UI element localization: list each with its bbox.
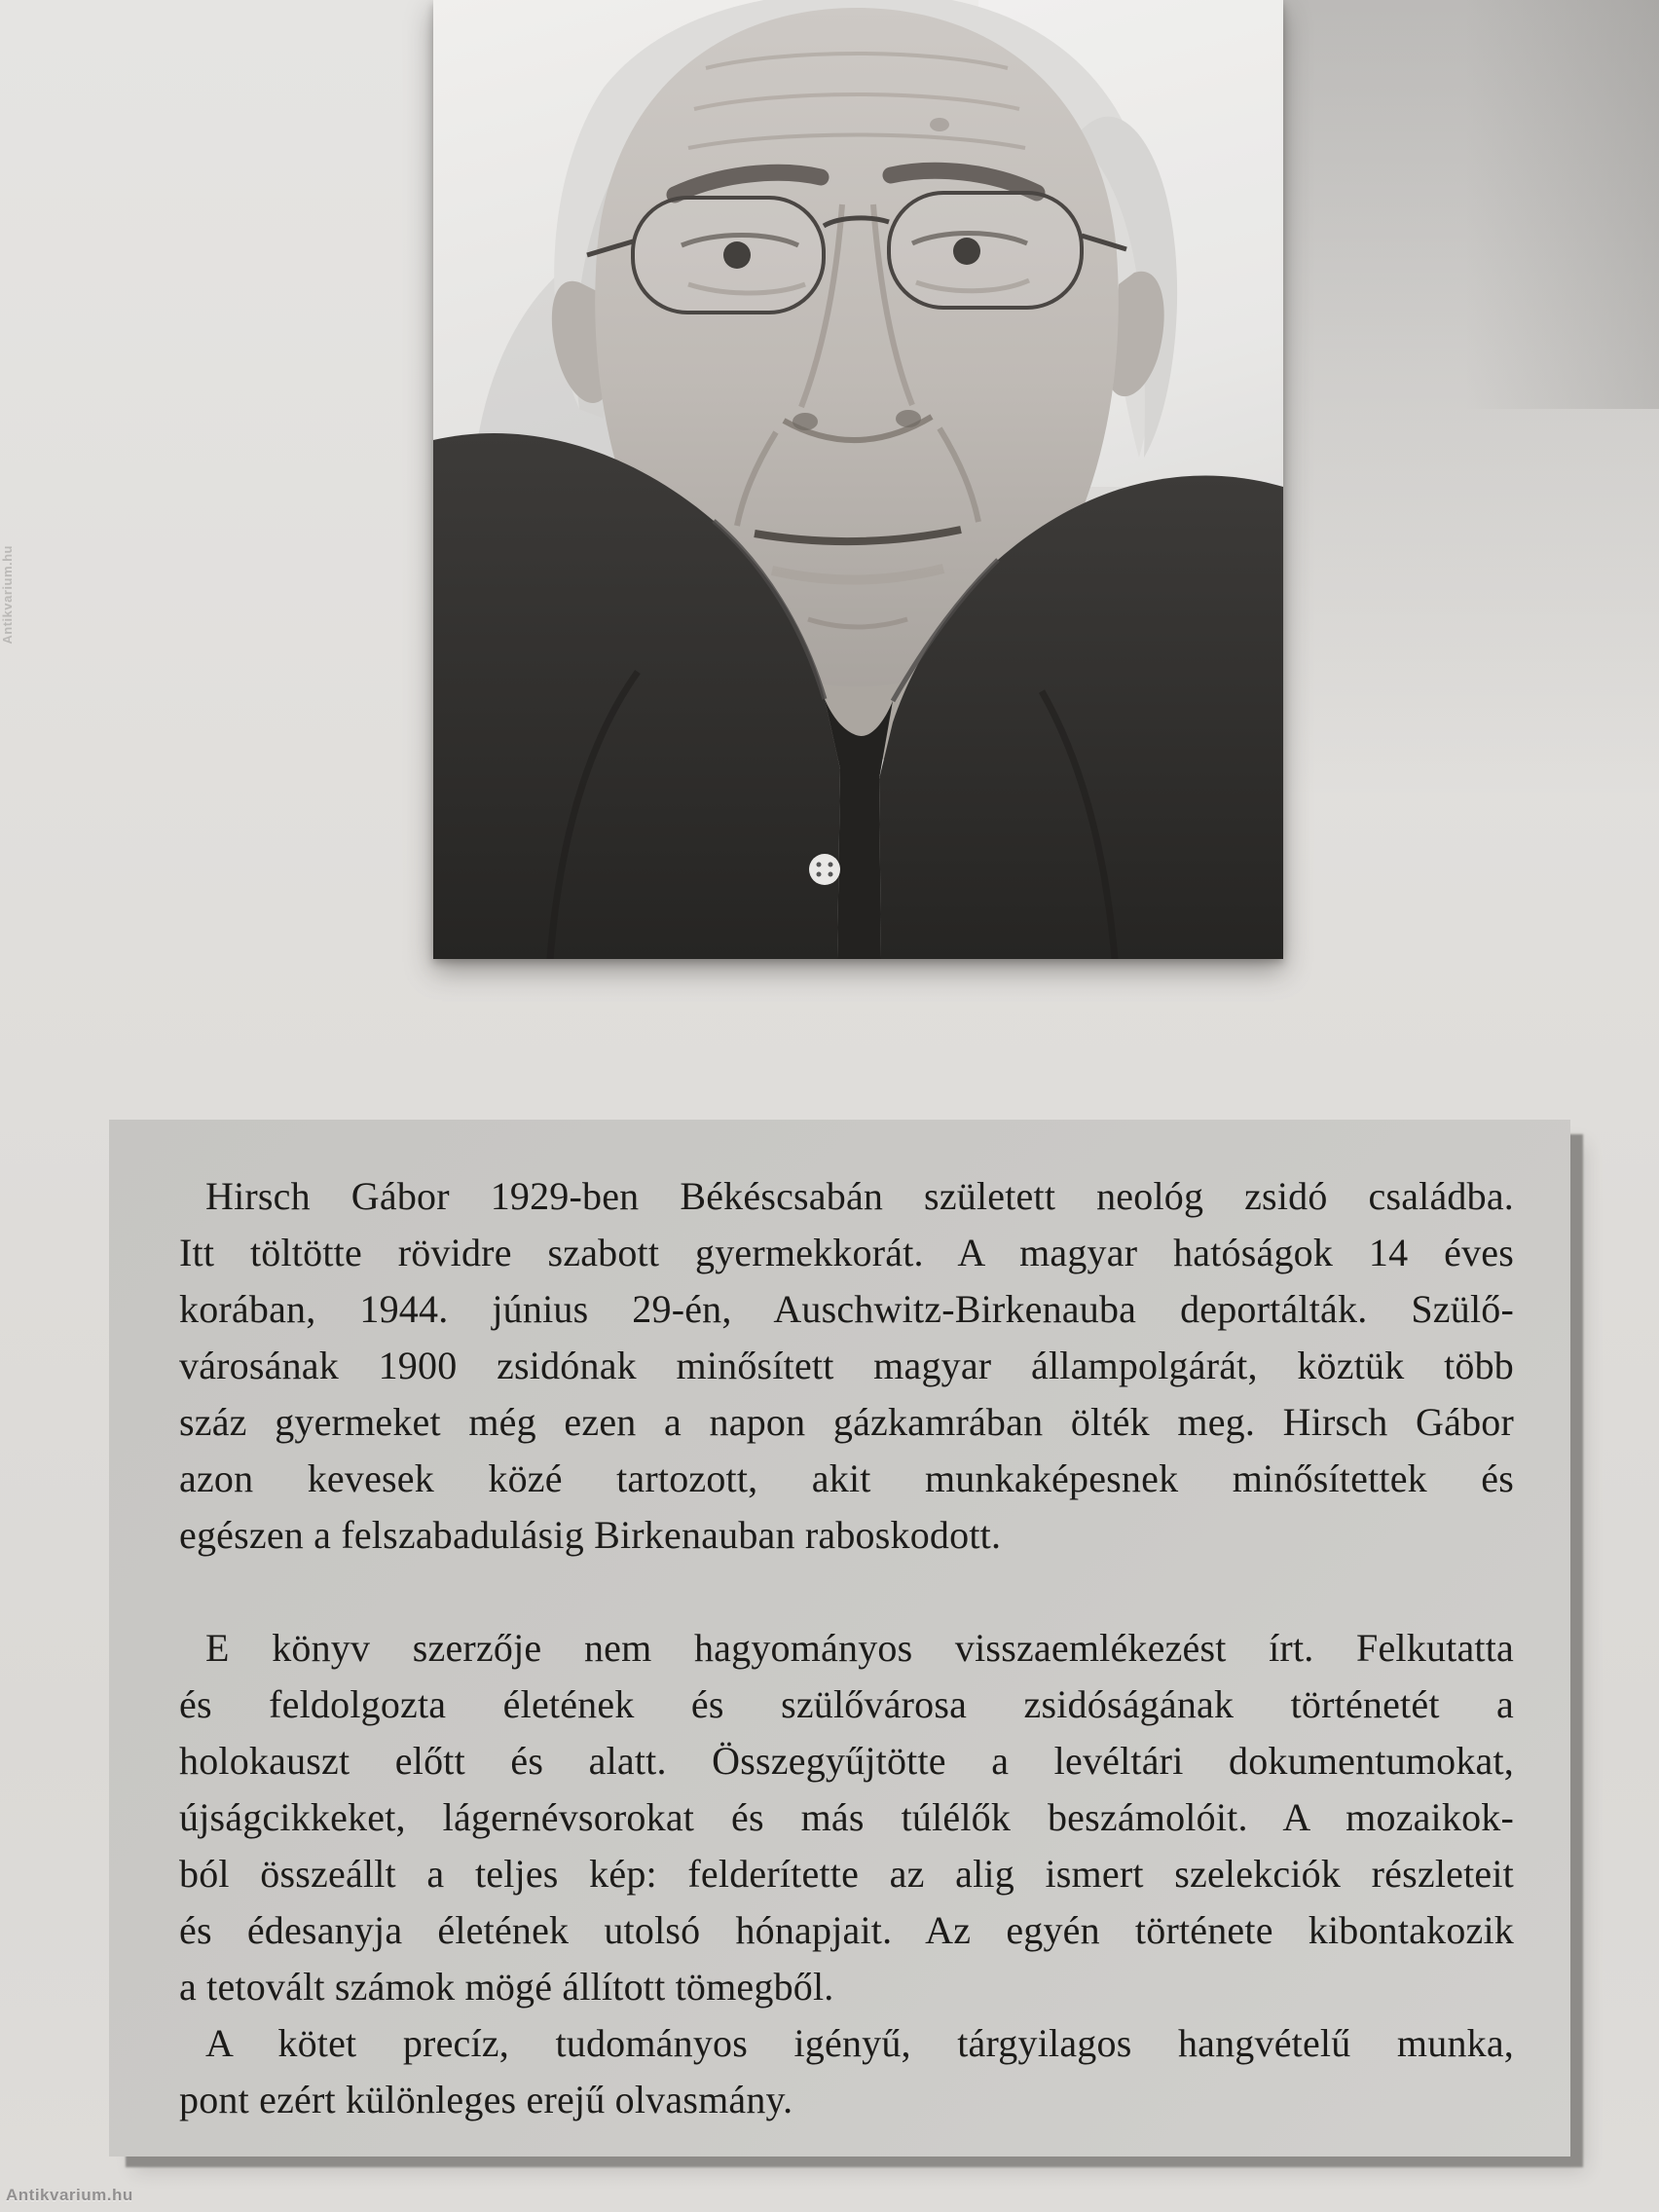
text-line: Itt töltötte rövidre szabott gyermekkorát. A magyar hatóságok 14 éves (179, 1231, 1514, 1274)
text-line: és feldolgozta életének és szülővárosa zsidóságának történetét a (179, 1682, 1514, 1726)
paragraph (179, 1620, 1514, 2015)
watermark-left: Antikvarium.hu (0, 545, 15, 645)
text-line: A kötet precíz, tudományos igényű, tárgyilagos hangvételű munka, (205, 2021, 1514, 2065)
watermark-bottom-left: Antikvarium.hu (6, 2186, 133, 2204)
paragraph (179, 2015, 1514, 2128)
text-line: száz gyermeket még ezen a napon gázkamrában ölték meg. Hirsch Gábor (179, 1400, 1514, 1444)
text-line: pont ezért különleges erejű olvasmány. (179, 2078, 793, 2121)
text-line: azon kevesek közé tartozott, akit munkaképesnek minősítettek és (179, 1456, 1514, 1500)
text-line: egészen a felszabadulásig Birkenauban raboskodott. (179, 1513, 1002, 1557)
wall-shadow-corner (1464, 0, 1659, 409)
text-line: holokauszt előtt és alatt. Összegyűjtötte a levéltári dokumentumokat, (179, 1739, 1514, 1783)
text-line: ból összeállt a teljes kép: felderítette az alig ismert szelekciók részleteit (179, 1852, 1514, 1896)
text-line: E könyv szerzője nem hagyományos visszaemlékezést írt. Felkutatta (205, 1626, 1514, 1670)
text-panel (109, 1120, 1570, 2157)
panel-text (109, 1120, 1570, 2157)
text-line: korában, 1944. június 29-én, Auschwitz-Birkenauba deportálták. Szülő- (179, 1287, 1514, 1331)
text-line: a tetovált számok mögé állított tömegből. (179, 1965, 834, 2009)
text-line: újságcikkeket, lágernévsorokat és más túlélők beszámolóit. A mozaikok- (179, 1795, 1514, 1839)
portrait-illustration (433, 0, 1283, 959)
text-line: városának 1900 zsidónak minősített magyar állampolgárát, köztük több (179, 1344, 1514, 1387)
paragraph (179, 1168, 1514, 1564)
text-line: és édesanyja életének utolsó hónapjait. Az egyén története kibontakozik (179, 1908, 1514, 1952)
shirt-button (809, 854, 840, 885)
portrait-photo (433, 0, 1283, 959)
text-line: Hirsch Gábor 1929-ben Békéscsabán született neológ zsidó családba. (205, 1174, 1514, 1218)
